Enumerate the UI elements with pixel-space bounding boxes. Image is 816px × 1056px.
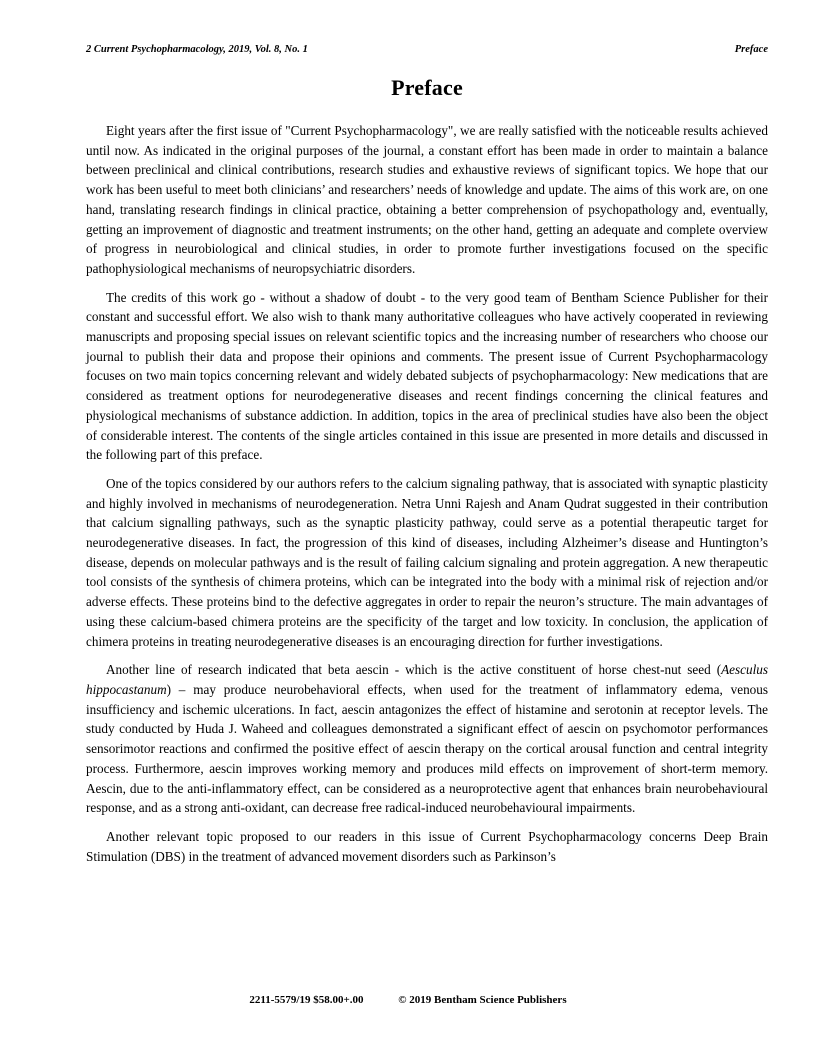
text-segment: Eight years after the first issue of "Current Psychopharmacology", we are really satisfied with the noticeable results achieved until now. As indicated in the original purposes of the journal, a constant effort has been made in order to maintain a balance between preclinical and clinical contributions, research studies and exhaustive reviews of significant topics. We hope that our work has been useful to meet both clinicians’ and researchers’ needs of knowledge and update. The aims of this work are, on one hand, translating research findings in clinical practice, obtaining a better comprehension of psychopathology and, eventually, getting an improvement of diagnostic and treatment instruments; on the other hand, getting an adequate and complete overview of progress in neurobiological and clinical studies, in order to promote further investigations focused on the specific pathophysiological mechanisms of neuropsychiatric disorders. <box>86 123 768 276</box>
running-head-right: Preface <box>734 44 768 55</box>
paragraph <box>86 827 768 866</box>
running-head-left: 2 Current Psychopharmacology, 2019, Vol. 8, No. 1 <box>86 44 308 55</box>
paragraph <box>86 474 768 651</box>
text-segment: Another relevant topic proposed to our readers in this issue of Current Psychopharmacology concerns Deep Brain Stimulation (DBS) in the treatment of advanced movement disorders such as Parkinson’s <box>86 828 768 864</box>
footer-issn: 2211-5579/19 $58.00+.00 <box>249 994 364 1006</box>
document-body <box>86 121 768 866</box>
paragraph <box>86 121 768 279</box>
page-footer <box>0 994 816 1006</box>
running-head <box>86 44 768 55</box>
page-title: Preface <box>391 75 463 100</box>
paragraph <box>86 288 768 465</box>
text-segment: Another line of research indicated that beta aescin - which is the active constituent of horse chest-nut seed ( <box>106 662 722 678</box>
text-segment: The credits of this work go - without a shadow of doubt - to the very good team of Bentham Science Publisher for their constant and successful effort. We also wish to thank many authoritative colleagues who have actively cooperated in reviewing manuscripts and proposing special issues on relevant scientific topics and the increasing number of researchers who choose our journal to publish their data and propose their opinions and comments. The present issue of Current Psychopharmacology focuses on two main topics concerning relevant and widely debated subjects of psychopharmacology: New medications that are considered as treatment options for neurodegenerative diseases and recent findings concerning the clinical features and physiological mechanisms of substance addiction. In addition, topics in the area of preclinical studies have also been the object of considerable interest. The contents of the single articles contained in this issue are presented in more details and discussed in the following part of this preface. <box>86 289 768 463</box>
italic-text: Aesculus hippocastanum <box>86 662 768 697</box>
text-segment: One of the topics considered by our authors refers to the calcium signaling pathway, that is associated with synaptic plasticity and highly involved in mechanisms of neurodegeneration. Netra Unni Rajesh and Anam Qudrat suggested in their contribution that calcium signalling pathways, such as the synaptic plasticity pathway, could serve as a potential therapeutic target for neurodegenerative diseases. In fact, the progression of this kind of diseases, including Alzheimer’s disease and Huntington’s disease, depends on molecular pathways and is the result of failing calcium signaling and protein aggregation. A new therapeutic tool consists of the synthesis of chimera proteins, which can be integrated into the body with a minimal risk of rejection and/or adverse effects. These proteins bind to the defective aggregates in order to repair the neuron’s structure. The main advantages of using these calcium-based chimera proteins are the specificity of the target and low toxicity. In conclusion, the application of chimera proteins in treating neurodegenerative diseases is an encouraging direction for further investigations. <box>86 475 769 649</box>
text-segment: ) – may produce neurobehavioral effects, when used for the treatment of inflammatory edema, venous insufficiency and ischemic ulcerations. In fact, aescin antagonizes the effect of histamine and serotonin at receptor levels. The study conducted by Huda J. Waheed and colleagues demonstrated a significant effect of aescin on psychomotor performances sensorimotor reactions and confirmed the positive effect of aescin therapy on the cortical arousal function and central integrity process. Furthermore, aescin improves working memory and produces mild effects on improvement of short-term memory. Aescin, due to the anti-inflammatory effect, can be considered as a neuroprotective agent that enhances brain neurobehavioural response, and as a strong anti-oxidant, can decrease free radical-induced neurobehavioural impairments. <box>86 681 768 816</box>
paragraph <box>86 660 768 818</box>
footer-copyright: © 2019 Bentham Science Publishers <box>398 994 567 1006</box>
